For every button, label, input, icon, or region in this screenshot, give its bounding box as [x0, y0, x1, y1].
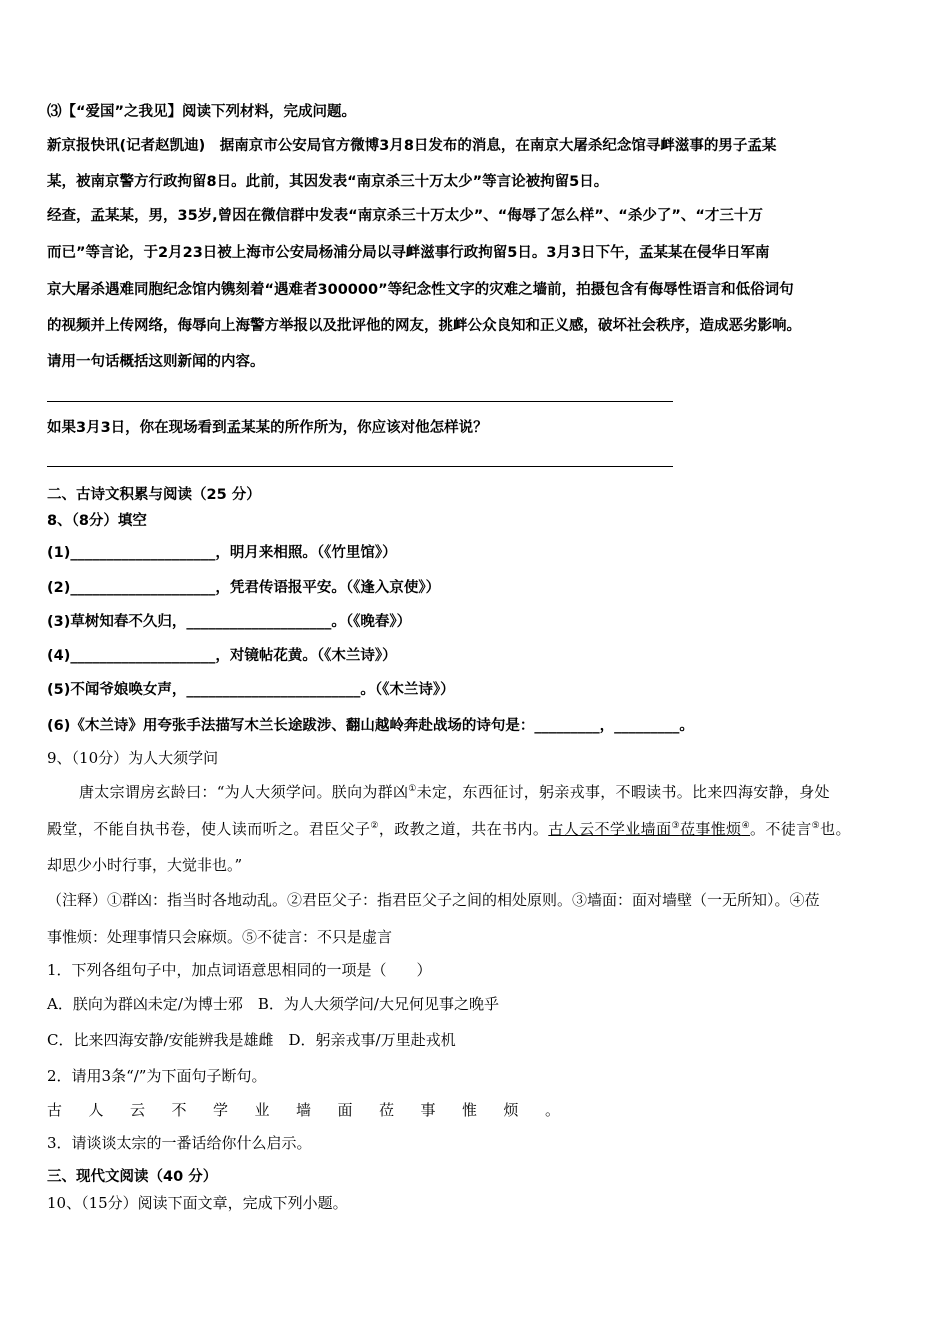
- options-cd: C．比来四海安静/安能辨我是雄雌 D．躬亲戎事/万里赴戎机: [47, 1031, 456, 1049]
- note-mark: ③: [671, 821, 680, 831]
- underlined-sentence: [548, 820, 750, 838]
- q7-3-title: ⑶【“爱国”之我见】阅读下列材料，完成问题。: [47, 104, 357, 120]
- note-mark: ④: [741, 821, 751, 831]
- sub-question-2: 2．请用3条“/”为下面句子断句。: [47, 1067, 267, 1085]
- news-line: 而已”等言论，于2月23日被上海市公安局杨浦分局以寻衅滋事行政拘留5日。3月3日下午，孟某某在侵华日军南: [47, 245, 770, 261]
- news-line: 的视频并上传网络，侮辱向上海警方举报以及批评他的网友，挑衅公众良知和正义感，破坏社会秩序，造成恶劣影响。: [47, 318, 801, 334]
- text: 古人云不学业墙面: [548, 820, 672, 838]
- section-2-title: 二、古诗文积累与阅读（25 分）: [47, 487, 261, 503]
- note-mark: ②: [370, 821, 379, 831]
- text: 殿堂，不能自执书卷，使人读而听之。君臣父子: [47, 820, 371, 838]
- news-line: 某，被南京警方行政拘留8日。此前，其因发表“南京杀三十万太少”等言论被拘留5日。: [47, 174, 609, 190]
- text: 唐太宗谓房玄龄曰：“为人大须学问。朕向为群凶: [79, 783, 409, 801]
- sub-question-3: 3．请谈谈太宗的一番话给你什么启示。: [47, 1134, 312, 1152]
- passage-line: 却思少小时行事，大觉非也。”: [47, 856, 243, 874]
- text: 未定，东西征讨，躬亲戎事，不暇读书。比来四海安静，身处: [416, 783, 830, 801]
- note-mark: ①: [408, 784, 417, 794]
- fill-item: (3)草树知春不久归，____________________。（《晚春》）: [47, 614, 412, 630]
- q10-title: 10、（15分）阅读下面文章，完成下列小题。: [47, 1194, 348, 1212]
- note-mark: ⑤: [811, 821, 821, 831]
- sentence-to-punctuate: 古人云不学业墙面莅事惟烦。: [47, 1101, 587, 1119]
- news-line: 新京报快讯(记者赵凯迪) 据南京市公安局官方微博3月8日发布的消息，在南京大屠杀纪念馆寻衅滋事的男子孟某: [47, 138, 777, 154]
- q8-title: 8、（8分）填空: [47, 513, 147, 529]
- news-line: 京大屠杀遇难同胞纪念馆内镌刻着“遇难者300000”等纪念性文字的灾难之墙前，拍摄包含有侮辱性语言和低俗词句: [47, 282, 794, 298]
- notes-line: （注释）①群凶：指当时各地动乱。②君臣父子：指君臣父子之间的相处原则。③墙面：面对墙壁（一无所知）。④莅: [47, 891, 820, 909]
- fill-item: (2)____________________，凭君传语报平安。（《逢入京使》）: [47, 580, 441, 596]
- sub-question-1: 1．下列各组句子中，加点词语意思相同的一项是（ ）: [47, 961, 432, 979]
- question-summary: 请用一句话概括这则新闻的内容。: [47, 354, 265, 370]
- q9-title: 9、（10分）为人大须学问: [47, 749, 219, 767]
- options-ab: A．朕向为群凶未定/为博士邪 B．为人大须学问/大兄何见事之晚乎: [47, 995, 499, 1013]
- text: 。不徒言: [750, 820, 812, 838]
- fill-item: (6)《木兰诗》用夸张手法描写木兰长途跋涉、翻山越岭奔赴战场的诗句是：_________，_________。: [47, 718, 694, 734]
- news-line: 经查，孟某某，男，35岁,曾因在微信群中发表“南京杀三十万太少”、“侮辱了怎么样”、“杀少了”、“才三十万: [47, 208, 763, 224]
- answer-line[interactable]: [47, 401, 673, 402]
- text: 莅事惟烦: [679, 820, 742, 838]
- text: 也。: [820, 820, 851, 838]
- section-3-title: 三、现代文阅读（40 分）: [47, 1169, 218, 1185]
- fill-item: (4)____________________，对镜帖花黄。（《木兰诗》）: [47, 648, 397, 664]
- fill-item: (1)____________________，明月来相照。（《竹里馆》）: [47, 545, 397, 561]
- question-response: 如果3月3日，你在现场看到孟某某的所作所为，你应该对他怎样说？: [47, 420, 488, 436]
- fill-item: (5)不闻爷娘唤女声，________________________。（《木兰诗》）: [47, 682, 455, 698]
- text: ，政教之道，共在书内。: [378, 820, 549, 838]
- passage-line: [79, 782, 830, 802]
- passage-line: [47, 819, 851, 839]
- notes-line: 事惟烦：处理事情只会麻烦。⑤不徒言：不只是虚言: [47, 928, 393, 946]
- answer-line[interactable]: [47, 466, 673, 467]
